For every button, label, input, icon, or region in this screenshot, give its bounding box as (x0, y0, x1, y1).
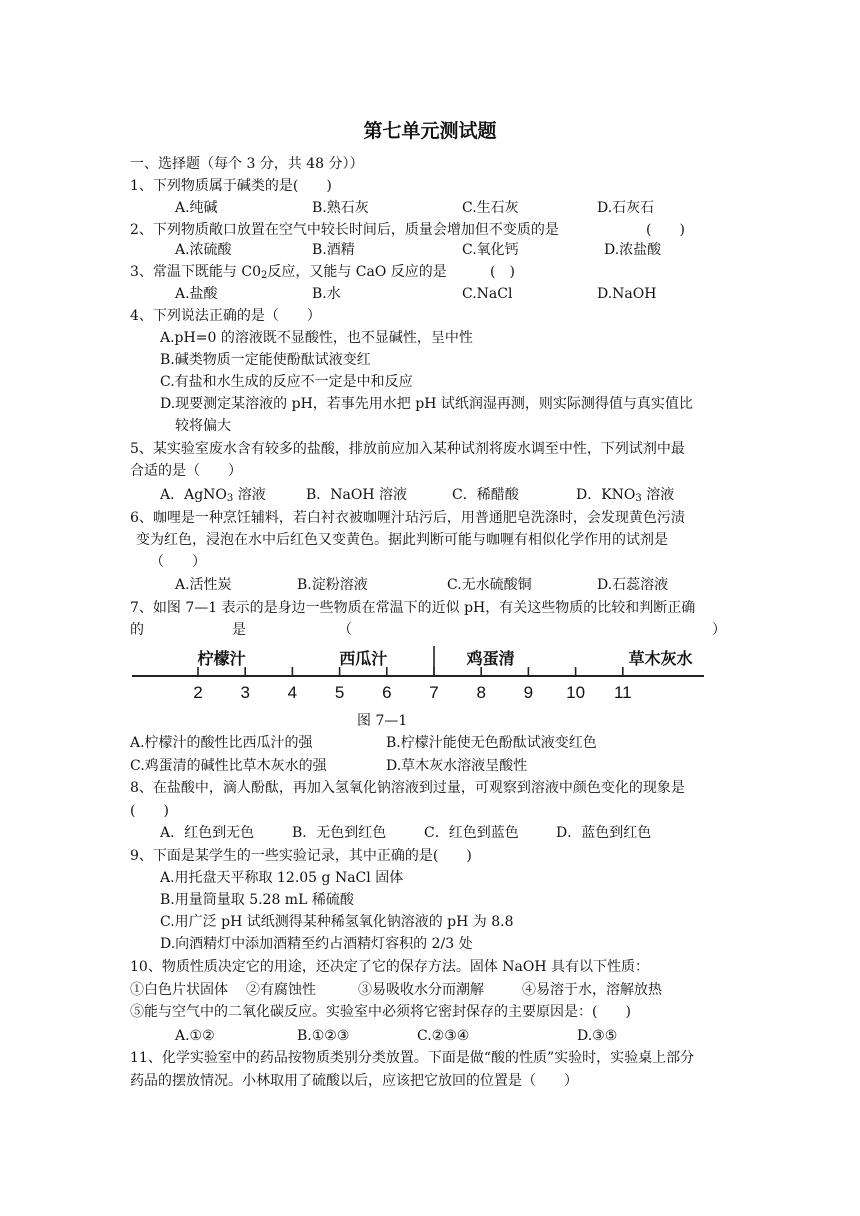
section-heading: 一、选择题（每个 3 分，共 48 分）） (130, 156, 364, 172)
question-3-answer-paren: ( ) (490, 264, 515, 280)
question-7-stem: 7、如图 7—1 表示的是身边一些物质在常温下的近似 pH，有关这些物质的比较和判断正确 (130, 600, 696, 616)
question-2-stem: 2、下列物质敞口放置在空气中较长时间后，质量会增加但不变质的是 (130, 222, 559, 238)
q4-option-b: B.碱类物质一定能使酚酞试液变红 (160, 352, 371, 368)
question-9-stem: 9、下面是某学生的一些实验记录，其中正确的是( ) (130, 848, 472, 864)
q10-property-4: ④易溶于水，溶解放热 (522, 982, 662, 998)
figure-caption: 图 7—1 (357, 713, 408, 729)
q5-d-suffix: 溶液 (641, 487, 675, 503)
q3-option-b: B.水 (312, 286, 341, 302)
q9-option-d: D.向酒精灯中添加酒精至约占酒精灯容积的 2/3 处 (160, 936, 473, 952)
q10-property-2: ②有腐蚀性 (246, 982, 316, 998)
ph-scale-figure (128, 642, 708, 708)
q10-option-d: D.③⑤ (577, 1028, 618, 1044)
q8-option-d: D．蓝色到红色 (556, 825, 652, 841)
q10-property-1: ①白色片状固体 (130, 982, 228, 998)
question-11-stem: 11、化学实验室中的药品按物质类别分类放置。下面是做“酸的性质”实验时，实验桌上部分 (130, 1050, 695, 1066)
q10-property-5-line: ⑤能与空气中的二氧化碳反应。实验室中必须将它密封保存的主要原因是：( ) (130, 1004, 631, 1020)
question-5-stem: 5、某实验室废水含有较多的盐酸，排放前应加入某种试剂将废水调至中性，下列试剂中最 (130, 441, 685, 457)
q5-d-subscript: 3 (635, 493, 642, 504)
ph-tick-label-10: 10 (566, 683, 586, 702)
q7-option-a: A.柠檬汁的酸性比西瓜汁的强 (130, 735, 313, 751)
q6-option-d: D.石蕊溶液 (597, 577, 669, 593)
ph-tick-label-2: 2 (193, 683, 203, 702)
q8-option-a: A．红色到无色 (160, 825, 255, 841)
q2-option-c: C.氧化钙 (462, 242, 519, 258)
q5-a-suffix: 溶液 (233, 487, 266, 503)
q9-option-c: C.用广泛 pH 试纸测得某种稀氢氧化钠溶液的 pH 为 8.8 (160, 914, 514, 930)
ph-tick-label-5: 5 (334, 683, 345, 702)
ph-tick-label-3: 3 (240, 683, 250, 702)
q6-option-b: B.淀粉溶液 (297, 577, 368, 593)
q2-option-b: B.酒精 (312, 242, 355, 258)
q7-option-b: B.柠檬汁能使无色酚酞试液变红色 (386, 735, 597, 751)
q1-option-a: A.纯碱 (175, 200, 218, 216)
q10-option-b: B.①②③ (297, 1028, 350, 1044)
q4-option-d: D.现要测定某溶液的 pH，若事先用水把 pH 试纸润湿再测，则实际测得值与真实值比 (160, 396, 693, 412)
q1-option-d: D.石灰石 (597, 200, 655, 216)
q4-option-a: A.pH=0 的溶液既不显酸性，也不显碱性，呈中性 (160, 330, 473, 346)
q5-option-b: B．NaOH 溶液 (306, 487, 408, 503)
q5-d-text: D．KNO (576, 487, 636, 503)
q8-option-b: B．无色到红色 (292, 825, 387, 841)
q7-option-d: D.草木灰水溶液呈酸性 (386, 758, 528, 774)
egg-white-label: 鸡蛋清 (466, 649, 515, 668)
q10-option-c: C.②③④ (417, 1028, 470, 1044)
ph-tick-label-11: 11 (613, 683, 632, 702)
question-8-answer-paren: ( ) (130, 803, 169, 819)
question-4-stem: 4、下列说法正确的是（ ） (130, 308, 321, 324)
question-1-stem: 1、下列物质属于碱类的是( ) (130, 178, 332, 194)
q5-a-subscript: 3 (226, 493, 234, 504)
q7-stem-part-de: 的 (130, 622, 144, 638)
question-11-stem-continued: 药品的摆放情况。小林取用了硫酸以后，应该把它放回的位置是（ ） (130, 1073, 578, 1089)
q3-stem-part2: 反应，又能与 CaO 反应的是 (267, 264, 447, 280)
q6-option-a: A.活性炭 (175, 577, 232, 593)
question-5-stem-continued: 合适的是（ ） (130, 463, 242, 479)
q5-a-text: A．AgNO (160, 487, 227, 503)
q1-option-b: B.熟石灰 (312, 200, 369, 216)
q9-option-a: A.用托盘天平称取 12.05 g NaCl 固体 (160, 870, 404, 886)
q3-option-c: C.NaCl (462, 286, 513, 302)
q7-stem-part-shi: 是 (232, 622, 246, 638)
plant-ash-water-label: 草木灰水 (628, 649, 693, 668)
page-title: 第七单元测试题 (363, 120, 497, 142)
q7-stem-paren-open: （ (338, 622, 352, 638)
q3-option-a: A.盐酸 (175, 286, 218, 302)
q10-property-3: ③易吸收水分而潮解 (358, 982, 484, 998)
q1-option-c: C.生石灰 (462, 200, 519, 216)
q6-option-c: C.无水硫酸铜 (447, 577, 532, 593)
question-8-stem: 8、在盐酸中，滴人酚酞，再加入氢氧化钠溶液到过量，可观察到溶液中颜色变化的现象是 (130, 780, 685, 796)
q8-option-c: C．红色到蓝色 (424, 825, 519, 841)
q5-option-d (576, 485, 674, 505)
watermelon-juice-label: 西瓜汁 (339, 649, 388, 668)
q7-option-c: C.鸡蛋清的碱性比草木灰水的强 (130, 758, 327, 774)
lemon-juice-label: 柠檬汁 (197, 649, 246, 668)
q2-option-d: D.浓盐酸 (604, 242, 662, 258)
question-10-stem: 10、物质性质决定它的用途，还决定了它的保存方法。固体 NaOH 具有以下性质： (130, 959, 649, 975)
q5-option-a (160, 485, 266, 505)
ph-tick-label-9: 9 (523, 683, 534, 702)
question-3-stem (130, 262, 447, 282)
q10-option-a: A.①② (175, 1028, 215, 1044)
q3-option-d: D.NaOH (597, 286, 657, 302)
ph-tick-label-6: 6 (382, 683, 392, 702)
q2-option-a: A.浓硫酸 (175, 242, 232, 258)
question-6-stem: 6、咖哩是一种烹饪辅料，若白衬衣被咖喱汁玷污后，用普通肥皂洗涤时，会发现黄色污渍 (130, 510, 685, 526)
q5-option-c: C．稀醋酸 (452, 487, 519, 503)
q4-option-d-continued: 较将偏大 (175, 418, 231, 434)
q3-stem-part1: 3、常温下既能与 C0 (130, 264, 261, 280)
ph-tick-label-7: 7 (429, 683, 439, 702)
q7-stem-paren-close: ） (712, 622, 726, 638)
ph-tick-label-8: 8 (476, 683, 486, 702)
question-6-stem-line3: （ ） (150, 554, 206, 570)
q4-option-c: C.有盐和水生成的反应不一定是中和反应 (160, 374, 413, 390)
q9-option-b: B.用量筒量取 5.28 mL 稀硫酸 (160, 892, 354, 908)
ph-tick-label-4: 4 (287, 683, 298, 702)
question-2-answer-paren: ( ) (646, 222, 685, 238)
q3-subscript: 2 (260, 270, 268, 281)
question-6-stem-line2: 变为红色，浸泡在水中后红色又变黄色。据此判断可能与咖喱有相似化学作用的试剂是 (136, 532, 668, 548)
